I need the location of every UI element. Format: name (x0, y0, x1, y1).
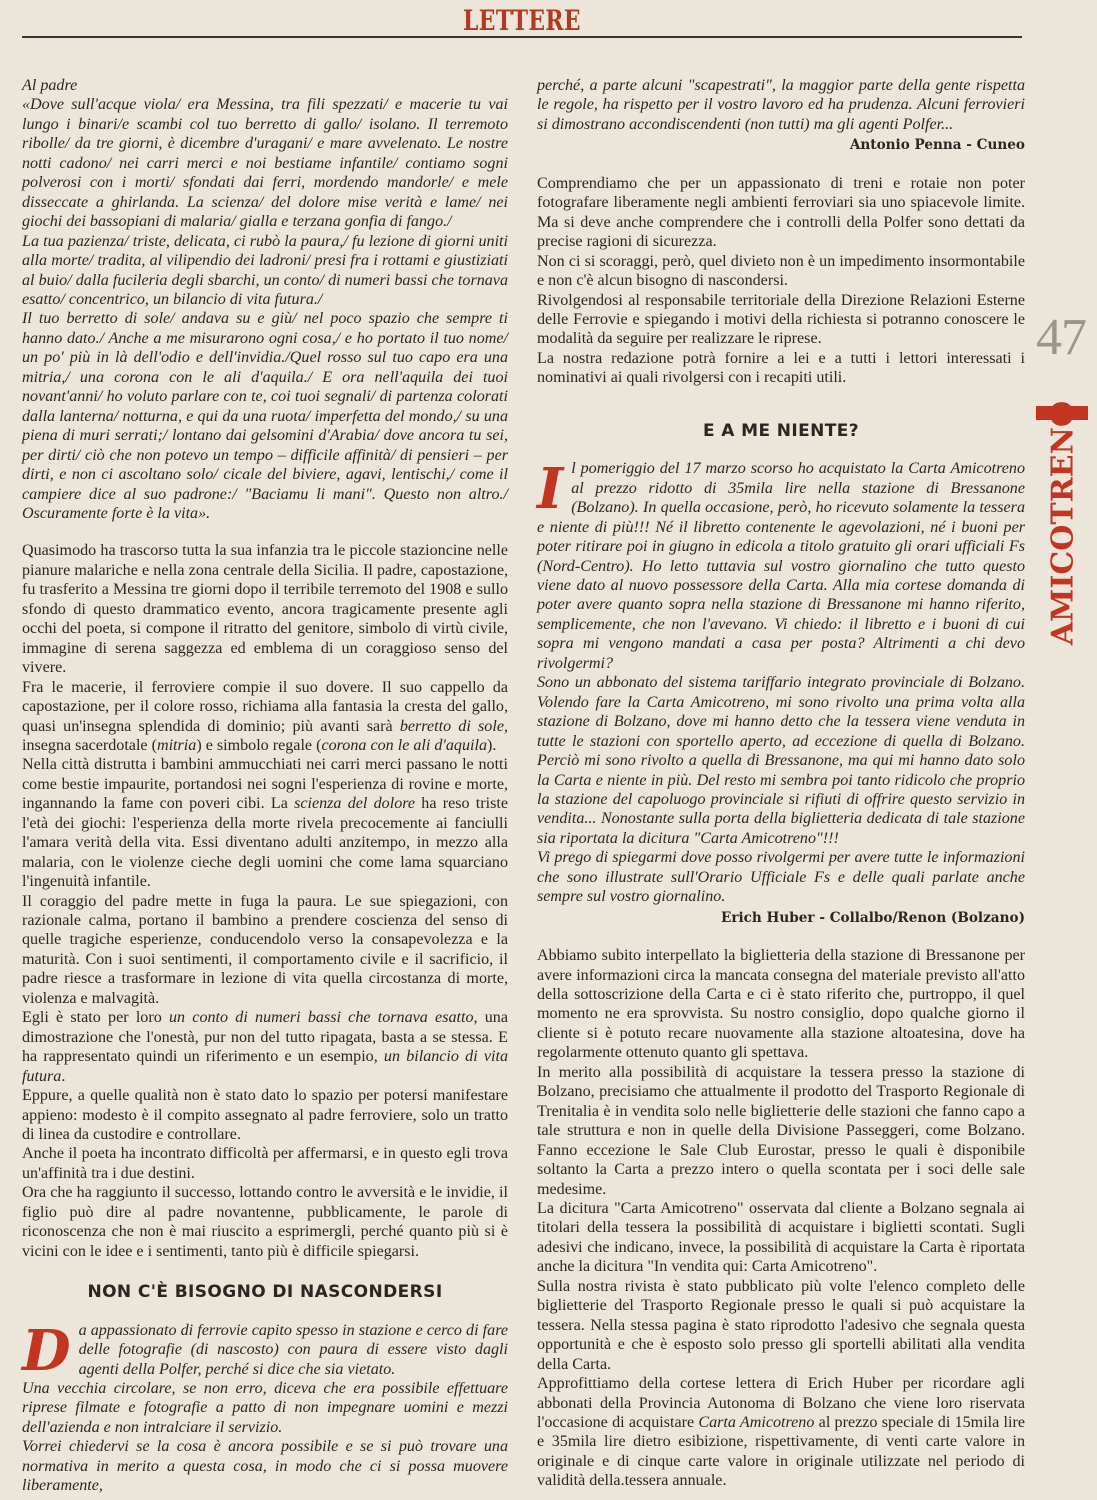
reply-paragraph: Non ci si scoraggi, però, quel divieto non è un impedimento insormontabile e non c'è alcun bisogno di nascondersi. (537, 252, 1025, 290)
commentary-paragraph: Ora che ha raggiunto il successo, lottando contro le avversità e le invidie, il figlio può dire al padre novantenne, pubblicamente, le parole di riconoscenza che non è mai riuscito a esprimergli, perché quanto più si è vicini con le idee e i sentimenti, tanto più è difficile spiegarsi. (22, 1184, 508, 1260)
commentary-paragraph: Nella città distrutta i bambini ammucchiati nei carri merci passano le notti come bestie impaurite, portandosi nei sogni l'esperienza di rovine e morte, ingannando la fame con poveri cibi. La scienza del dolore ha reso triste l'età dei giochi: l'esperienza della morte rivela precocemente ai fanciulli l'amara verità della vita. Essi diventano adulti anzitempo, in mezzo alla malaria, con le violenze cieche degli uomini che come lama squarciano l'ingenuità infantile. (22, 756, 508, 891)
reply-paragraph: Comprendiamo che per un appassionato di treni e rotaie non poter fotografare liberamente negli ambienti ferroviari sia uno spiacevole limite. Ma si deve anche comprendere che i controlli della Polfer sono dettati da precise ragioni di sicurezza. (537, 174, 1025, 251)
poem-title: Al padre (22, 77, 78, 94)
section-title-niente: E A ME NIENTE? (702, 420, 860, 441)
section-header-title: LETTERE (463, 4, 581, 37)
letter-signature: Erich Huber - Collalbo/Renon (Bolzano) (720, 909, 1025, 926)
reply-paragraph: Sulla nostra rivista è stato pubblicato più volte l'elenco completo delle biglietterie del Trasporto Regionale presso le quali si può acquistare la tessera. Nella stessa pagina è stato riprodotto l'adesivo che segnala questa opportunità e che è esposto solo presso gli sportelli abilitati alla vendita della Carta. (537, 1277, 1025, 1373)
reply-paragraph: Abbiamo subito interpellato la biglietteria della stazione di Bressanone per avere informazioni circa la mancata consegna del materiale previsto all'atto della sottoscrizione della Carta e ci è stato riferito che, purtroppo, il quel momento ne era sprovvista. Su nostro consiglio, dopo qualche giorno il cliente si è potuto recare nuovamente alla stazione altoatesina, dove ha regolarmente ottenuto quanto gli spettava. (537, 947, 1025, 1062)
reply-paragraph: Approfittiamo della cortese lettera di Erich Huber per ricordare agli abbonati della Provincia Autonoma di Bolzano che viene loro riservata l'occasione di acquistare Carta Amicotreno al prezzo speciale di 15mila lire e 35mila lire dietro esibizione, rispettivamente, di venti carte valore in originale e di cinque carte valore in originale utilizzate nel periodo di validità della.tessera annuale. (537, 1375, 1025, 1490)
poem-stanza-2: La tua pazienza/ triste, delicata, ci rubò la paura,/ fu lezione di giorni uniti alla morte/ tradita, al vilipendio dei ladroni/ presi fra i rottami e giustiziati al buio/ dalla fucileria degli sbarchi, un conto/ di numeri bassi che tornava esatto/ concentrico, un bilancio di vita futura./ (22, 232, 508, 308)
margin-section-label: AMICOTRENO (1045, 400, 1081, 646)
reply-paragraph: La dicitura "Carta Amicotreno" osservata dal cliente a Bolzano segnala ai titolari della tessera la possibilità di acquistare i biglietti scontati. Sugli adesivi che indicano, invece, la possibilità di acquistare la Carta è riportata anche la dicitura "In vendita qui: Carta Amicotreno". (537, 1200, 1025, 1276)
commentary-paragraph: Il coraggio del padre mette in fuga la paura. Le sue spiegazioni, con razionale calma, portano il bambino a prendere coscienza del senso di quelle tragiche esperienze, conducendolo verso la consapevolezza e la maturità. Con i suoi sentimenti, il comportamento civile e il sacrificio, il padre riesce a trasformare in lezione di vita quella circostanza di morte, violenza e malvagità. (22, 892, 508, 1007)
page-number: 47 (1036, 309, 1086, 366)
letter-paragraph: Una vecchia circolare, se non erro, diceva che era possibile effettuare riprese filmate e fotografie a patto di non impegnare uomini e mezzi dell'azienda e non intralciare il servizio. (22, 1380, 508, 1436)
reply-paragraph: La nostra redazione potrà fornire a lei e a tutti i lettori interessati i nominativi ai quali rivolgersi con i recapiti utili. (537, 349, 1025, 387)
letter-paragraph: Da appassionato di ferrovie capito spesso in stazione e cerco di fare delle fotografie (di nascosto) con paura di essere visto dagli agenti della Polfer, perché si dice che sia vietato. (22, 1317, 508, 1384)
drop-cap: I (537, 456, 564, 523)
left-column (22, 76, 508, 1496)
poem-stanza-3: Il tuo berretto di sole/ andava su e giù/ nel poco spazio che sempre ti hanno dato./ Anche a me misurarono ogni cosa,/ e ho portato il tuo nome/ un po' più in là dell'odio e dell'invidia./Quel rosso sul tuo capo era una mitria,/ una corona con le ali d'aquila./ E ora nell'aquila dei tuoi novant'anni/ ho voluto parlare con te, coi tuoi segnali/ di partenza colorati dalla lanterna/ notturna, e qui da una ruota/ imperfetta del mondo,/ su una piena di muri serrati;/ lontano dai gelsomini d'Arabia/ dove ancora tu sei, per dirti/ ciò che non potevo un tempo – difficile affinità/ di pensieri – per dirti, e non ci ascoltano solo/ cicale del biviere, agavi, lentischi,/ come il campiere dice al suo padrone:/ "Baciamu li mani". Questo non altro./ Oscuramente forte è la vita». (22, 310, 508, 522)
reply-paragraph: In merito alla possibilità di acquistare la tessera presso la stazione di Bolzano, precisiamo che attualmente il prodotto del Trasporto Regionale di Trenitalia è in vendita solo nelle biglietterie delle stazioni che fanno capo a tale struttura e non in quelle della Divisione Passeggeri, come Bolzano. Fanno eccezione le Sale Club Eurostar, presso le quali è disponibile soltanto la Carta a prezzo intero o quella scontata per i soci delle sale medesime. (537, 1063, 1025, 1198)
letter-signature: Antonio Penna - Cuneo (849, 137, 1025, 154)
commentary-paragraph: Quasimodo ha trascorso tutta la sua infanzia tra le piccole stazioncine nelle pianure malariche e nella zona centrale della Sicilia. Il padre, capostazione, fu trasferito a Messina tre giorni dopo il terribile terremoto del 1908 e sullo sfondo di questo drammatico evento, ancora tragicamente presente agli occhi del poeta, si compone il ritratto del genitore, simbolo di virtù civile, immagine di serena saggezza ed emblema di un coraggioso senso del vivere. (22, 542, 508, 677)
letter-paragraph: Vorrei chiedervi se la cosa è ancora possibile e se si può trovare una normativa in merito a questa cosa, in modo che ci si possa muovere liberamente, (22, 1438, 508, 1495)
commentary-paragraph: Eppure, a quelle qualità non è stato dato lo spazio per potersi manifestare appieno: modesto è il compito assegnato al padre ferroviere, solo un tratto di linea da custodire e controllare. (22, 1087, 508, 1144)
letter-paragraph: Vi prego di spiegarmi dove posso rivolgermi per avere tutte le informazioni che sono illustrate sull'Orario Ufficiale Fs e delle quali parlate anche sempre sul vostro giornalino. (537, 849, 1025, 906)
letter-paragraph: perché, a parte alcuni "scapestrati", la maggior parte della gente rispetta le regole, ha rispetto per il vostro lavoro ed ha prudenza. Alcuni ferrovieri si dimostrano accondiscendenti (non tutti) ma gli agenti Polfer... (537, 77, 1025, 133)
letter-paragraph: Sono un abbonato del sistema tariffario integrato provinciale di Bolzano. Volendo fare la Carta Amicotreno, mi sono rivolto una prima volta alla stazione di Bolzano, dove mi hanno detto che la tessera viene venduta in tutte le stazioni con sportello aperto, ad eccezione di quella di Bolzano. Perciò mi sono rivolto a quella di Bressanone, ma qui mi hanno dato solo la Carta e niente in più. Del resto mi sembra poi tanto ridicolo che proprio la stazione del capoluogo provinciale si rifiuti di offrire questo servizio in vendita... Nonostante sulla porta della biglietteria dedicata di tale stazione sia riportata la dicitura "Carta Amicotreno"!!! (537, 674, 1025, 847)
letter-paragraph: Il pomeriggio del 17 marzo scorso ho acquistato la Carta Amicotreno al prezzo ridotto di 35mila lire nella stazione di Bressanone (Bolzano). In quella occasione, però, ho ricevuto solamente la tessera e niente di più!!! Né il libretto contenente le agevolazioni, né i buoni per poter ritirare poi in giugno in edicola a titolo gratuito gli orari ufficiali Fs (Nord-Centro). Ho letto tuttavia sul vostro giornalino che tutto questo viene dato al nuovo possessore della Carta. Alla mia cortese domanda di poter avere quanto sopra nella stazione di Bressanone mi hanno riferito, semplicemente, che non l'avevano. Vi chiedo: il libretto e i buoni di cui sopra mi vengono mandati a casa per posta? Altrimenti a chi devo rivolgermi? (537, 456, 1025, 672)
reply-paragraph: Rivolgendosi al responsabile territoriale della Direzione Relazioni Esterne delle Ferrovie e spiegando i motivi della richiesta si potranno conoscere le modalità da seguire per realizzare le riprese. (537, 291, 1025, 348)
commentary-paragraph: Anche il poeta ha incontrato difficoltà per affermarsi, e in questo egli trova un'affinità tra i due destini. (22, 1145, 508, 1182)
page-header (22, 0, 1022, 38)
commentary-paragraph: Fra le macerie, il ferroviere compie il suo dovere. Il suo cappello da capostazione, per il colore rosso, richiama alla fantasia la cresta del gallo, quasi un'insegna splendida di dominio; più avanti sarà berretto di sole, insegna sacerdotale (mitria) e simbolo regale (corona con le ali d'aquila). (22, 678, 508, 754)
drop-cap: D (22, 1317, 71, 1384)
section-title-nascondersi: NON C'È BISOGNO DI NASCONDERSI (87, 1282, 443, 1303)
right-column (537, 76, 1025, 1491)
poem-stanza-1: «Dove sull'acque viola/ era Messina, tra fili spezzati/ e macerie tu vai lungo i binari/e scambi col tuo berretto di gallo/ isolano. Il terremoto ribolle/ da tre giorni, è dicembre d'uragani/ e mare avvelenato. Le nostre notti cadono/ nei carri merci e noi bestiame infantile/ contiamo sogni polverosi con i morti/ sfondati dai ferri, mordendo mandorle/ e mele disseccate a ghirlanda. La scienza/ del dolore mise verità e lame/ nei giochi dei bassopiani di malaria/ gialla e terzana gonfia di fango./ (22, 96, 508, 231)
commentary-paragraph: Egli è stato per loro un conto di numeri bassi che tornava esatto, una dimostrazione che l'onestà, pur non del tutto ripagata, basta a se stessa. E ha rappresentato quindi un riferimento e un esempio, un bilancio di vita futura. (22, 1009, 508, 1085)
